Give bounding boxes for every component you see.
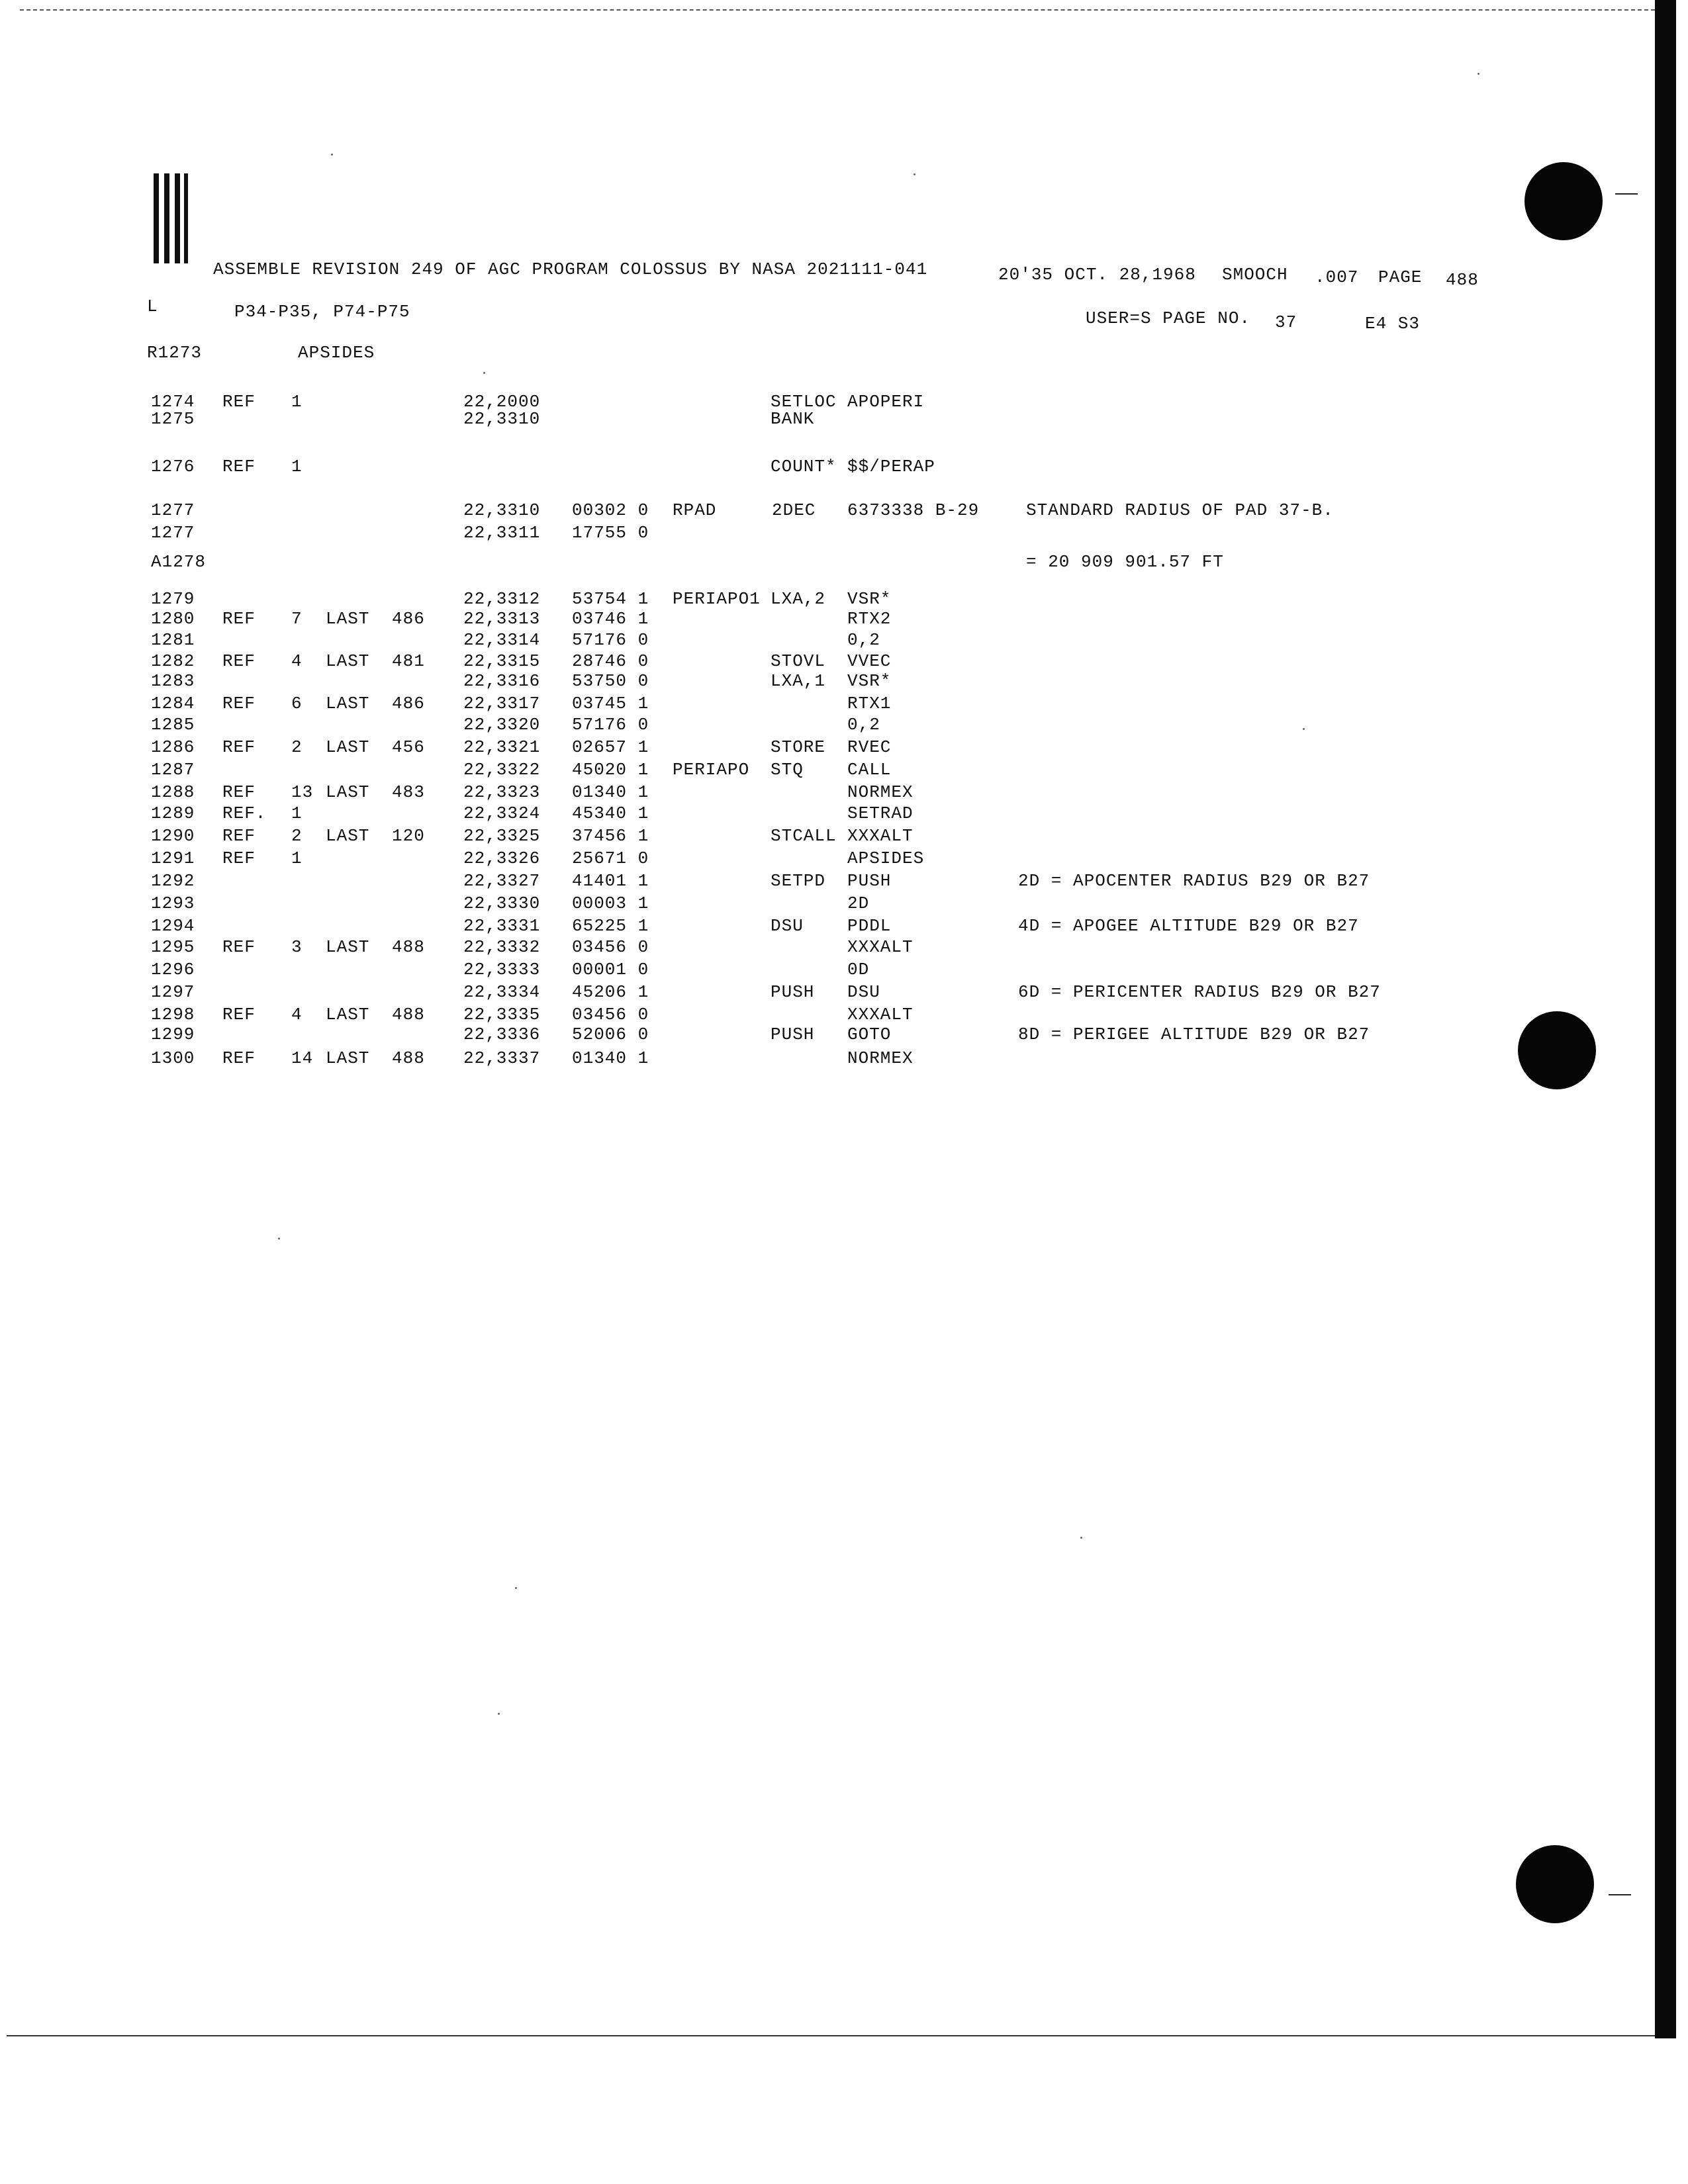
operand: PDDL	[847, 916, 892, 936]
ref-count: 6	[291, 694, 303, 713]
last-flag: LAST	[326, 651, 370, 671]
label: PERIAPO1	[673, 589, 761, 609]
address: 22,3314	[463, 630, 541, 650]
octal-word: 01340 1	[572, 1048, 649, 1068]
scan-speck	[1080, 1537, 1082, 1539]
address: 22,3332	[463, 937, 541, 957]
opcode: STCALL	[771, 826, 837, 846]
ref-count: 14	[291, 1048, 314, 1068]
last-flag: LAST	[326, 1005, 370, 1024]
octal-word: 37456 1	[572, 826, 649, 846]
line-number: 1294	[151, 916, 195, 936]
octal-word: 65225 1	[572, 916, 649, 936]
opcode: SETLOC	[771, 392, 837, 412]
header-e-s: E4 S3	[1365, 314, 1421, 334]
line-number: 1279	[151, 589, 195, 609]
line-number: 1295	[151, 937, 195, 957]
operand: VSR*	[847, 671, 892, 691]
comment: 6D = PERICENTER RADIUS B29 OR B27	[1018, 982, 1381, 1002]
ref-flag: REF	[222, 848, 256, 868]
address: 22,3310	[463, 500, 541, 520]
opcode: 2DEC	[772, 500, 816, 520]
right-scan-border	[1655, 0, 1676, 2038]
address: 22,3322	[463, 760, 541, 780]
opcode: LXA,1	[771, 671, 826, 691]
address: 22,3325	[463, 826, 541, 846]
last-page: 483	[392, 782, 425, 802]
ref-count: 1	[291, 803, 303, 823]
line-number: 1276	[151, 457, 195, 477]
address: 22,3334	[463, 982, 541, 1002]
address: 22,3327	[463, 871, 541, 891]
octal-word: 00001 0	[572, 960, 649, 979]
address: 22,3323	[463, 782, 541, 802]
ref-count: 2	[291, 826, 303, 846]
ref-count: 2	[291, 737, 303, 757]
ref-count: 1	[291, 457, 303, 477]
last-flag: LAST	[326, 609, 370, 629]
operand: 2D	[847, 893, 870, 913]
address: 22,3315	[463, 651, 541, 671]
header-page-label: PAGE	[1378, 267, 1423, 287]
line-number: 1293	[151, 893, 195, 913]
address: 22,3313	[463, 609, 541, 629]
last-flag: LAST	[326, 826, 370, 846]
operand: NORMEX	[847, 1048, 914, 1068]
comment: 2D = APOCENTER RADIUS B29 OR B27	[1018, 871, 1370, 891]
octal-word: 17755 0	[572, 523, 649, 543]
line-number: 1290	[151, 826, 195, 846]
octal-word: 03456 0	[572, 937, 649, 957]
line-number: 1289	[151, 803, 195, 823]
operand: 0,2	[847, 715, 880, 735]
line-number: 1283	[151, 671, 195, 691]
hole-tick-mark	[1609, 1894, 1631, 1895]
punch-hole-icon	[1524, 162, 1603, 240]
ref-count: 1	[291, 392, 303, 412]
header-datetime: 20'35 OCT. 28,1968	[998, 265, 1196, 285]
octal-word: 03745 1	[572, 694, 649, 713]
address: 22,3312	[463, 589, 541, 609]
octal-word: 53750 0	[572, 671, 649, 691]
line-number: 1299	[151, 1024, 195, 1044]
octal-word: 53754 1	[572, 589, 649, 609]
address: 22,3317	[463, 694, 541, 713]
line-number: 1291	[151, 848, 195, 868]
opcode: STORE	[771, 737, 826, 757]
octal-word: 00302 0	[572, 500, 649, 520]
octal-word: 52006 0	[572, 1024, 649, 1044]
octal-word: 41401 1	[572, 871, 649, 891]
ref-flag: REF	[222, 782, 256, 802]
opcode: LXA,2	[771, 589, 826, 609]
address: 22,2000	[463, 392, 541, 412]
bottom-edge-line	[7, 2035, 1655, 2036]
line-number: 1300	[151, 1048, 195, 1068]
opcode: BANK	[771, 409, 815, 429]
operand: SETRAD	[847, 803, 914, 823]
line-number: 1288	[151, 782, 195, 802]
last-page: 486	[392, 694, 425, 713]
line-number: 1286	[151, 737, 195, 757]
opcode: STQ	[771, 760, 804, 780]
address: 22,3335	[463, 1005, 541, 1024]
last-flag: LAST	[326, 937, 370, 957]
scan-speck	[331, 154, 333, 156]
page-margin-mark-icon	[151, 173, 188, 263]
ref-flag: REF	[222, 1048, 256, 1068]
scan-speck	[1477, 73, 1479, 75]
ref-flag: REF	[222, 1005, 256, 1024]
ref-count: 4	[291, 651, 303, 671]
operand: VVEC	[847, 651, 892, 671]
opcode: STOVL	[771, 651, 826, 671]
punch-hole-icon	[1516, 1845, 1594, 1923]
opcode: PUSH	[771, 982, 815, 1002]
octal-word: 03456 0	[572, 1005, 649, 1024]
ref-flag: REF	[222, 609, 256, 629]
last-flag: LAST	[326, 737, 370, 757]
ref-flag: REF.	[222, 803, 267, 823]
line-number: 1281	[151, 630, 195, 650]
ref-flag: REF	[222, 694, 256, 713]
opcode: SETPD	[771, 871, 826, 891]
scan-speck	[483, 372, 485, 374]
address: 22,3311	[463, 523, 541, 543]
operand: $$/PERAP	[847, 457, 935, 477]
operand: 0D	[847, 960, 870, 979]
address: 22,3324	[463, 803, 541, 823]
address: 22,3333	[463, 960, 541, 979]
address: 22,3326	[463, 848, 541, 868]
line-number: 1274	[151, 392, 195, 412]
last-flag: LAST	[326, 782, 370, 802]
ref-count: 3	[291, 937, 303, 957]
last-flag: LAST	[326, 1048, 370, 1068]
octal-word: 01340 1	[572, 782, 649, 802]
operand: DSU	[847, 982, 880, 1002]
operand: 0,2	[847, 630, 880, 650]
ref-count: 1	[291, 848, 303, 868]
comment: 4D = APOGEE ALTITUDE B29 OR B27	[1018, 916, 1359, 936]
line-number: 1280	[151, 609, 195, 629]
opcode: COUNT*	[771, 457, 837, 477]
last-page: 488	[392, 1005, 425, 1024]
last-page: 120	[392, 826, 425, 846]
address: 22,3331	[463, 916, 541, 936]
last-page: 481	[392, 651, 425, 671]
octal-word: 28746 0	[572, 651, 649, 671]
header-author: SMOOCH	[1222, 265, 1288, 285]
operand: PUSH	[847, 871, 892, 891]
line-number: 1277	[151, 523, 195, 543]
scan-speck	[515, 1587, 517, 1589]
ref-flag: REF	[222, 737, 256, 757]
ref-count: 4	[291, 1005, 303, 1024]
comment: STANDARD RADIUS OF PAD 37-B.	[1026, 500, 1334, 520]
ref-flag: REF	[222, 651, 256, 671]
address: 22,3336	[463, 1024, 541, 1044]
operand: RTX1	[847, 694, 892, 713]
address: 22,3337	[463, 1048, 541, 1068]
line-number: 1296	[151, 960, 195, 979]
ref-count: 13	[291, 782, 314, 802]
header-user-page: USER=S PAGE NO.	[1086, 308, 1251, 328]
line-number: 1282	[151, 651, 195, 671]
last-page: 488	[392, 1048, 425, 1068]
operand: VSR*	[847, 589, 892, 609]
line-number: 1284	[151, 694, 195, 713]
ref-flag: REF	[222, 826, 256, 846]
hole-tick-mark	[1615, 193, 1638, 195]
last-page: 456	[392, 737, 425, 757]
line-number: 1285	[151, 715, 195, 735]
address: 22,3310	[463, 409, 541, 429]
last-flag: LAST	[326, 694, 370, 713]
header-page-number: 488	[1446, 270, 1479, 290]
octal-word: 45020 1	[572, 760, 649, 780]
line-number: 1297	[151, 982, 195, 1002]
octal-word: 02657 1	[572, 737, 649, 757]
scan-speck	[498, 1713, 500, 1715]
operand: GOTO	[847, 1024, 892, 1044]
address: 22,3330	[463, 893, 541, 913]
operand: CALL	[847, 760, 892, 780]
line-number: 1292	[151, 871, 195, 891]
operand: XXXALT	[847, 937, 914, 957]
line-number: A1278	[151, 552, 207, 572]
line-number: 1287	[151, 760, 195, 780]
address: 22,3316	[463, 671, 541, 691]
operand: 6373338 B-29	[847, 500, 980, 520]
operand: XXXALT	[847, 826, 914, 846]
label: PERIAPO	[673, 760, 750, 780]
ref-flag: REF	[222, 457, 256, 477]
line-number: 1277	[151, 500, 195, 520]
address: 22,3321	[463, 737, 541, 757]
comment: = 20 909 901.57 FT	[1026, 552, 1224, 572]
operand: APSIDES	[847, 848, 925, 868]
line-number: 1298	[151, 1005, 195, 1024]
header-version: .007	[1315, 267, 1359, 287]
top-edge-line	[20, 9, 1655, 11]
scan-speck	[914, 173, 915, 175]
listing-title: APSIDES	[298, 343, 375, 363]
operand: APOPERI	[847, 392, 925, 412]
header-section: P34-P35, P74-P75	[234, 302, 410, 322]
line-number: 1275	[151, 409, 195, 429]
scan-speck	[278, 1238, 280, 1240]
label: RPAD	[673, 500, 717, 520]
comment: 8D = PERIGEE ALTITUDE B29 OR B27	[1018, 1024, 1370, 1044]
header-user-page-number: 37	[1275, 312, 1297, 332]
octal-word: 57176 0	[572, 715, 649, 735]
header-type-letter: L	[147, 296, 158, 316]
operand: NORMEX	[847, 782, 914, 802]
last-page: 486	[392, 609, 425, 629]
octal-word: 45340 1	[572, 803, 649, 823]
opcode: DSU	[771, 916, 804, 936]
operand: RTX2	[847, 609, 892, 629]
last-page: 488	[392, 937, 425, 957]
operand: RVEC	[847, 737, 892, 757]
scan-speck	[1303, 728, 1305, 730]
octal-word: 57176 0	[572, 630, 649, 650]
ref-flag: REF	[222, 392, 256, 412]
octal-word: 03746 1	[572, 609, 649, 629]
octal-word: 25671 0	[572, 848, 649, 868]
opcode: PUSH	[771, 1024, 815, 1044]
octal-word: 45206 1	[572, 982, 649, 1002]
ref-count: 7	[291, 609, 303, 629]
punch-hole-icon	[1518, 1011, 1596, 1089]
address: 22,3320	[463, 715, 541, 735]
assembly-header: ASSEMBLE REVISION 249 OF AGC PROGRAM COLOSSUS BY NASA 2021111-041	[213, 259, 928, 279]
header-r-line: R1273	[147, 343, 203, 363]
octal-word: 00003 1	[572, 893, 649, 913]
operand: XXXALT	[847, 1005, 914, 1024]
ref-flag: REF	[222, 937, 256, 957]
